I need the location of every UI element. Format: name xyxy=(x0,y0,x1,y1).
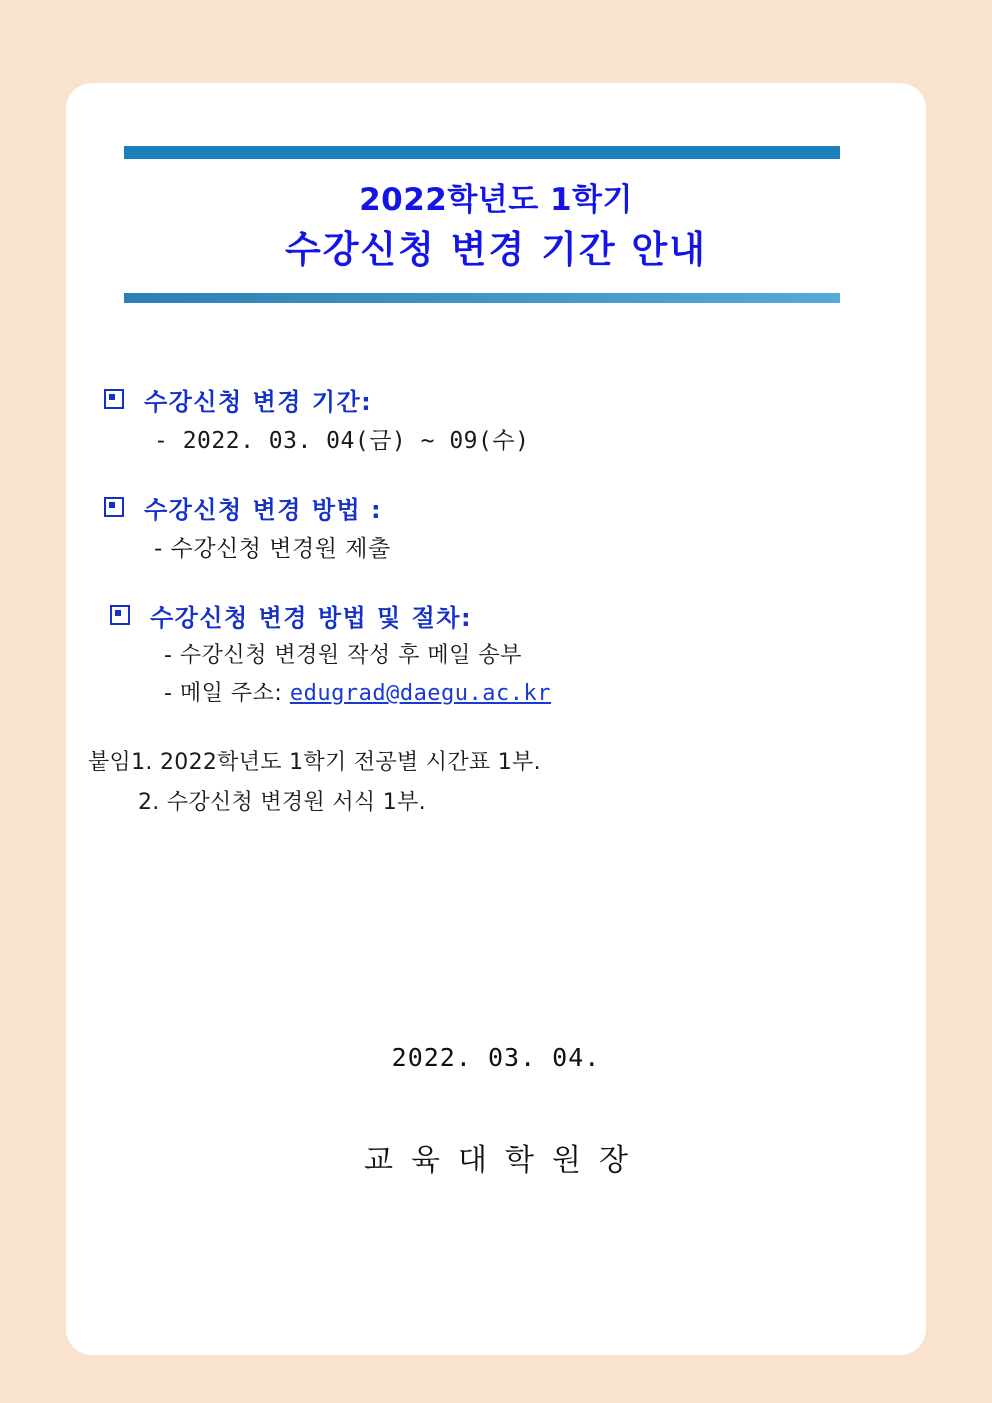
section-procedure xyxy=(66,599,926,713)
notice-paper xyxy=(66,83,926,1355)
section-period xyxy=(66,383,926,461)
section-period-item: - 2022. 03. 04(금) ~ 09(수) xyxy=(154,428,530,454)
issue-date: 2022. 03. 04. xyxy=(391,1043,601,1072)
square-bullet-icon xyxy=(110,605,130,625)
section-method-heading-text: 수강신청 변경 방법 : xyxy=(144,496,383,524)
section-method xyxy=(66,491,926,569)
square-bullet-icon xyxy=(104,497,124,517)
signer-title: 교육대학원장 xyxy=(364,1143,646,1178)
section-period-heading xyxy=(66,383,926,421)
title-line-2: 수강신청 변경 기간 안내 xyxy=(284,228,708,271)
section-procedure-item: - 수강신청 변경원 작성 후 메일 송부 xyxy=(164,643,522,668)
divider-bottom xyxy=(124,293,840,303)
attachment-item-1: 붙임1. 2022학년도 1학기 전공별 시간표 1부. xyxy=(88,750,541,775)
square-bullet-icon xyxy=(104,389,124,409)
section-procedure-mail xyxy=(66,675,926,713)
attachment-item-2: 2. 수강신청 변경원 서식 1부. xyxy=(138,790,426,815)
mail-label: - 메일 주소: xyxy=(164,681,283,706)
section-period-heading-text: 수강신청 변경 기간: xyxy=(144,388,373,416)
title-line-1: 2022학년도 1학기 xyxy=(359,182,633,218)
divider-top xyxy=(124,146,840,159)
section-method-item: - 수강신청 변경원 제출 xyxy=(154,536,391,562)
attachments-block xyxy=(66,743,926,823)
page-title xyxy=(66,179,926,275)
section-procedure-heading xyxy=(66,599,926,637)
section-procedure-heading-text: 수강신청 변경 방법 및 절차: xyxy=(150,604,473,632)
section-method-heading xyxy=(66,491,926,529)
notice-body xyxy=(66,383,926,823)
mail-address-link[interactable]: edugrad@daegu.ac.kr xyxy=(289,681,552,706)
